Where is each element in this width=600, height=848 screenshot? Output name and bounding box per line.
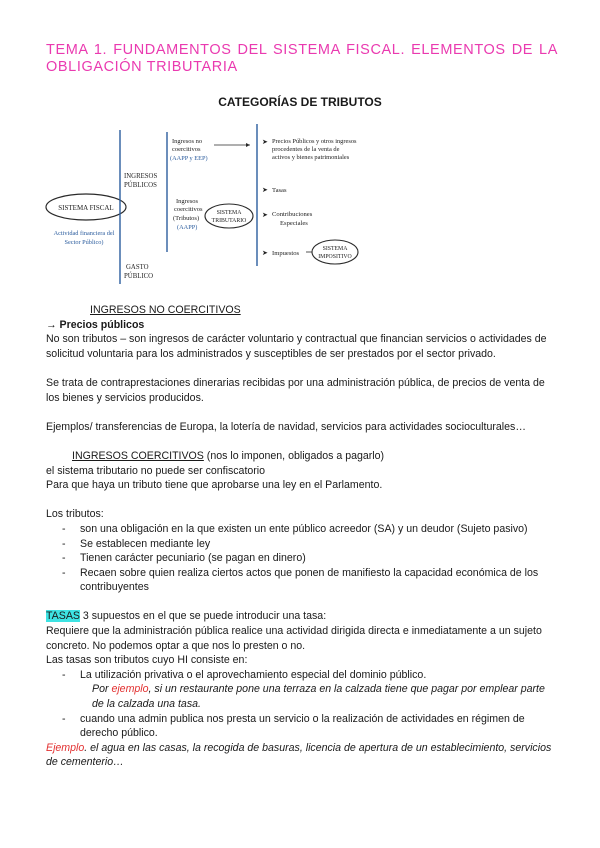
coercitivos-line3: (Tributos) <box>173 215 200 222</box>
example-1-keyword: ejemplo <box>111 683 149 696</box>
paragraph-2: Se trata de contraprestaciones dinerarias recibidas por una administración pública, de precios de venta de los bienes y servicios producidos. <box>46 376 545 404</box>
paragraph-5: Para que haya un tributo tiene que aprobarse una ley en el Parlamento. <box>46 479 383 492</box>
gasto-publico-line2: PÚBLICO <box>124 273 154 280</box>
heading-coercitivos-note: (nos lo imponen, obligados a pagarlo) <box>203 449 385 462</box>
document-title: TEMA 1. FUNDAMENTOS DEL SISTEMA FISCAL. ELEMENTOS DE LA OBLIGACIÓN TRIBUTARIA <box>46 42 558 75</box>
ingresos-publicos-line1: INGRESOS <box>124 173 158 180</box>
list-item: - son una obligación en la que existen un ente público acreedor (SA) y un deudor (Sujeto pasivo) <box>80 522 558 537</box>
coercitivos-line4: (AAPP) <box>177 224 198 231</box>
paragraph-7: Las tasas son tributos cuyo HI consiste en: <box>46 654 248 667</box>
heading-no-coercitivos: INGRESOS NO COERCITIVOS <box>90 304 241 316</box>
tasas-item: Tasas <box>272 187 287 194</box>
example-1-por: Por <box>92 683 112 696</box>
tasas-line <box>46 609 558 624</box>
svg-text:➤: ➤ <box>262 211 268 219</box>
list-item: - Tienen carácter pecuniario (se pagan en dinero) <box>80 551 558 566</box>
sistema-impositivo-ellipse <box>312 240 358 264</box>
precios-line1: Precios Públicos y otros ingresos <box>272 138 357 145</box>
contribuciones-line2: Especiales <box>280 220 308 227</box>
contribuciones-line1: Contribuciones <box>272 211 313 218</box>
example-1-rest: , si un restaurante pone una terraza en la calzada tiene que pagar por emplear parte de la calzada una tasa. <box>92 683 545 711</box>
hi-list-2 <box>46 712 558 741</box>
sistema-tributario-ellipse <box>205 204 253 228</box>
sistema-fiscal-label: SISTEMA FISCAL <box>58 204 114 212</box>
paragraph-1: No son tributos – son ingresos de carácter voluntario y contractual que financian servicios o actividades de solicitud voluntaria para los administrados y susceptibles de ser prestados por el sector privado. <box>46 333 547 360</box>
tasas-highlight: TASAS <box>46 610 80 623</box>
heading-precios-publicos: → Precios públicos <box>46 318 145 331</box>
no-coercitivos-line3: (AAPP y EEP) <box>170 155 208 162</box>
sistema-impositivo-line1: SISTEMA <box>322 246 348 252</box>
precios-line2: procedentes de la venta de <box>272 146 340 153</box>
list-item: - Recaen sobre quien realiza ciertos actos que ponen de manifiesto la capacidad económica de los contribuyentes <box>80 566 558 595</box>
example-1 <box>46 682 558 711</box>
svg-text:➤: ➤ <box>262 186 268 194</box>
example-2 <box>46 741 558 770</box>
svg-text:➤: ➤ <box>262 249 268 257</box>
list-item: - La utilización privativa o el aprovechamiento especial del dominio público. <box>80 668 558 683</box>
tributos-list <box>46 522 558 595</box>
paragraph-3: Ejemplos/ transferencias de Europa, la lotería de navidad, servicios para actividades socioculturales… <box>46 420 526 433</box>
list-item: - Se establecen mediante ley <box>80 537 558 552</box>
paragraph-4: el sistema tributario no puede ser confiscatorio <box>46 464 266 477</box>
example-2-keyword: Ejemplo <box>46 741 85 754</box>
section-subtitle: CATEGORÍAS DE TRIBUTOS <box>218 95 382 109</box>
actividad-line2: Sector Público) <box>64 239 104 246</box>
tasas-rest: 3 supuestos en el que se puede introducir una tasa: <box>79 610 327 623</box>
sistema-impositivo-line2: IMPOSITIVO <box>318 254 352 260</box>
no-coercitivos-line2: coercitivos <box>172 146 201 153</box>
coercitivos-line2: coercitivos <box>174 206 203 213</box>
heading-coercitivos: INGRESOS COERCITIVOS <box>72 449 204 462</box>
gasto-publico-line1: GASTO <box>126 264 149 271</box>
svg-text:➤: ➤ <box>262 138 268 146</box>
precios-line3: activos y bienes patrimoniales <box>272 154 350 161</box>
heading-coercitivos-line <box>46 449 558 464</box>
example-2-rest: . el agua en las casas, la recogida de basuras, licencia de apertura de un establecimiento, servicios de cementerio… <box>46 741 552 769</box>
hi-list <box>46 668 558 683</box>
ingresos-publicos-line2: PÚBLICOS <box>124 182 157 189</box>
list-item: - cuando una admin publica nos presta un servicio o la realización de actividades en régimen de derecho público. <box>80 712 558 741</box>
paragraph-6: Requiere que la administración pública realice una actividad dirigida directa e inmediatamente a un sujeto concreto. No podemos optar a que nos lo presten o no. <box>46 625 542 652</box>
sistema-tributario-line1: SISTEMA <box>216 210 242 216</box>
impuestos-item: Impuestos <box>272 250 300 257</box>
sistema-tributario-line2: TRIBUTARIO <box>211 218 247 224</box>
coercitivos-line1: Ingresos <box>176 198 199 205</box>
tributos-intro: Los tributos: <box>46 508 104 521</box>
document-body <box>46 303 558 770</box>
actividad-line1: Actividad financiera del <box>53 230 115 237</box>
tributos-diagram <box>44 112 554 298</box>
no-coercitivos-line1: Ingresos no <box>172 138 203 145</box>
